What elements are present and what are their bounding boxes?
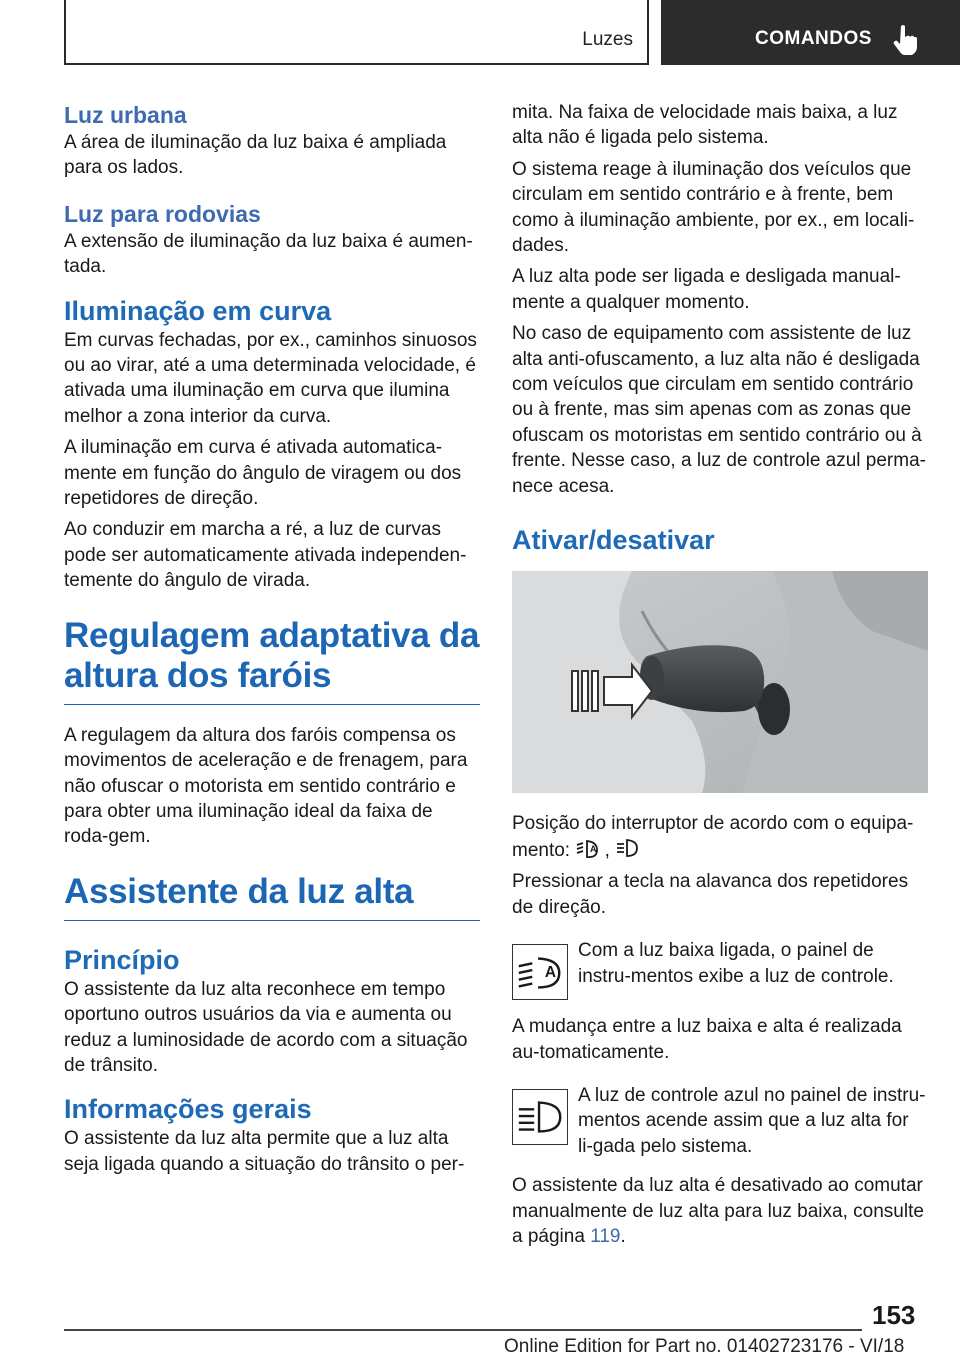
- paragraph: A iluminação em curva é ativada automatica-mente em função do ângulo de viragem ou dos repetidores de direção.: [64, 437, 462, 510]
- paragraph: O assistente da luz alta reconhece em tempo oportuno outros usuários da via e aumenta ou reduz a luminosidade de acordo com a situação de trânsito.: [64, 978, 468, 1076]
- indicator-note-2-text: A luz de controle azul no painel de instru-mentos acende assim que a luz alta for li-gada pelo sistema.: [578, 1084, 926, 1157]
- heading-assistente-luz-alta: Assistente da luz alta: [64, 872, 480, 921]
- high-beam-assist-indicator-icon: [512, 944, 568, 1000]
- final-period: .: [620, 1225, 626, 1247]
- paragraph: O assistente da luz alta permite que a luz alta seja ligada quando a situação do trânsito o per-: [64, 1128, 465, 1175]
- svg-text:A: A: [544, 963, 556, 981]
- svg-text:A: A: [590, 843, 597, 854]
- indicator-note-1: [512, 938, 928, 1000]
- header-chapter-label: COMANDOS: [755, 28, 872, 49]
- heading-luz-urbana: Luz urbana: [64, 102, 187, 128]
- paragraph: [512, 1173, 928, 1249]
- heading-luz-rodovias: Luz para rodovias: [64, 200, 261, 227]
- heading-regulagem: Regulagem adaptativa da altura dos faróis: [64, 616, 480, 705]
- paragraph: A extensão de iluminação da luz baixa é aumen-tada.: [64, 230, 473, 278]
- heading-informacoes-gerais: Informações gerais: [64, 1094, 312, 1125]
- high-beam-assist-icon: [615, 836, 639, 860]
- paragraph: Ao conduzir em marcha a ré, a luz de curvas pode ser automaticamente ativada independen-temente do ângulo de virada.: [64, 519, 467, 592]
- paragraph: A luz alta pode ser ligada e desligada manual-mente a qualquer momento.: [512, 266, 901, 313]
- paragraph: Pressionar a tecla na alavanca dos repetidores de direção.: [512, 871, 909, 918]
- heading-ativar-desativar: Ativar/desativar: [512, 525, 715, 556]
- footer-divider: [64, 1329, 862, 1331]
- turn-signal-lever-photo: [512, 571, 928, 793]
- indicator-note-2: [512, 1083, 928, 1159]
- hand-pointer-icon: [893, 24, 919, 56]
- left-column: [64, 100, 480, 1177]
- switch-position-text: Posição do interruptor de acordo com o equipa-mento:: [512, 812, 914, 861]
- paragraph: A área de iluminação da luz baixa é ampliada para os lados.: [64, 132, 447, 179]
- heading-principio: Princípio: [64, 944, 180, 975]
- final-text: O assistente da luz alta é desativado ao comutar manualmente de luz alta para luz baixa, consulte a página: [512, 1175, 924, 1247]
- high-beam-indicator-icon: [512, 1089, 568, 1145]
- paragraph: A mudança entre a luz baixa e alta é realizada au-tomaticamente.: [512, 1016, 902, 1063]
- footer-edition: Online Edition for Part no. 01402723176 - VI/18: [504, 1336, 905, 1357]
- header-section-label: Luzes: [582, 29, 633, 50]
- paragraph: mita. Na faixa de velocidade mais baixa, a luz alta não é ligada pelo sistema.: [512, 102, 898, 149]
- indicator-note-1-text: Com a luz baixa ligada, o painel de instru-mentos exibe a luz de controle.: [578, 940, 894, 987]
- page-number: 153: [872, 1300, 916, 1330]
- paragraph: No caso de equipamento com assistente de luz alta anti-ofuscamento, a luz alta não é desligada com veículos que circulam em sentido contrário ou à frente, mas sim apenas com as zonas que ofuscam os motoristas em sentido contrário ou à frente. Nesse caso, a luz de controle azul perma-nece acesa.: [512, 323, 926, 497]
- paragraph: Em curvas fechadas, por ex., caminhos sinuosos ou ao virar, até a uma determinada velocidade, é ativada uma iluminação em curva que ilumina melhor a zona interior da curva.: [64, 329, 477, 427]
- paragraph: A regulagem da altura dos faróis compensa os movimentos de aceleração e de frenagem, para não ofuscar o motorista em sentido contrário e para obter uma iluminação ideal da faixa de roda-gem.: [64, 724, 468, 848]
- page-reference-link[interactable]: 119: [590, 1225, 621, 1247]
- header-chapter-tab: [661, 0, 960, 65]
- paragraph: [512, 811, 928, 864]
- icon-separator: ,: [604, 839, 610, 861]
- paragraph: O sistema reage à iluminação dos veículos que circulam em sentido contrário e à frente, bem como à iluminação ambiente, por ex., em locali-dades.: [512, 158, 915, 257]
- high-beam-assist-a-icon: [575, 836, 599, 860]
- header-section-box: [64, 0, 649, 65]
- heading-iluminacao-curva: Iluminação em curva: [64, 295, 332, 326]
- right-column: [512, 100, 928, 1249]
